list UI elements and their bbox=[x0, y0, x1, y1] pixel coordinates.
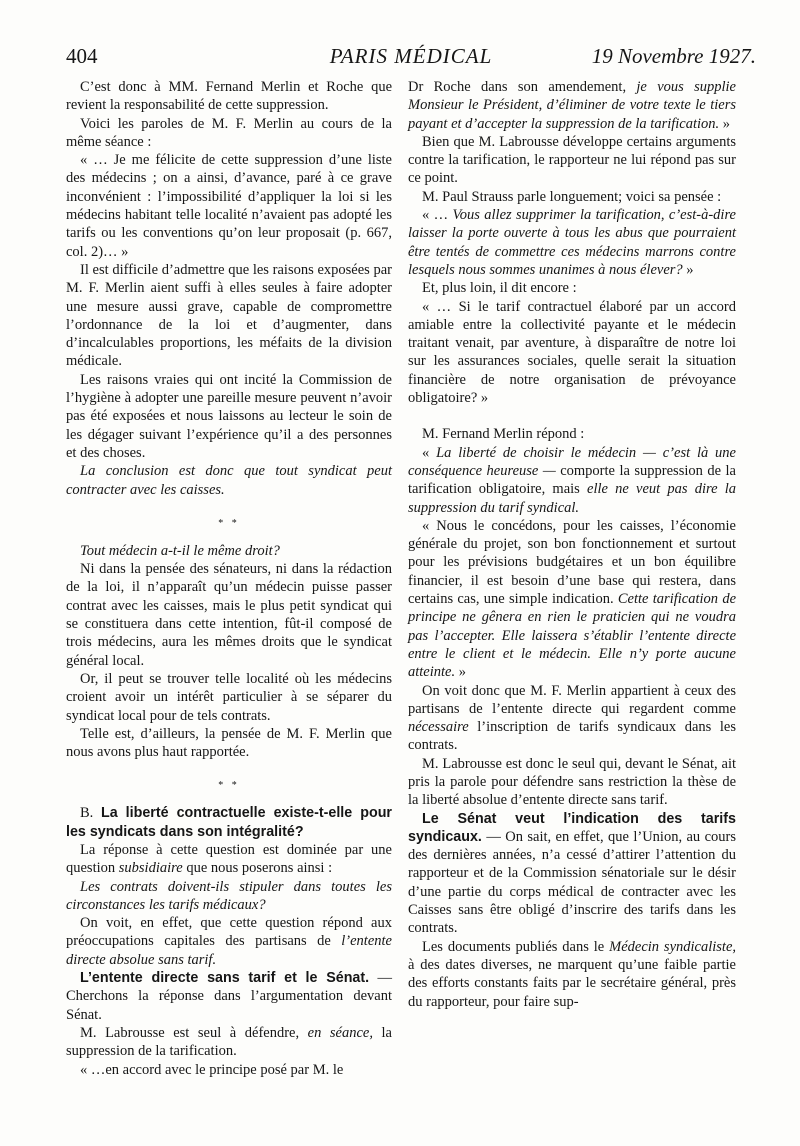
italic-run: La liberté de choisir le médecin — c’est là une conséquence heureuse — bbox=[408, 444, 736, 479]
text-run: On voit donc que M. F. Merlin appartient à ceux des partisans de l’entente directe qui regardent comme bbox=[408, 682, 736, 717]
paragraph: Et, plus loin, il dit encore : bbox=[422, 280, 577, 297]
spacer bbox=[408, 407, 736, 425]
section-divider-asterism: * * bbox=[218, 780, 240, 792]
text-run: à des dates diverses, ne marquent qu’une faible partie des efforts constants faits par le secrétaire général, près du rapporteur, pour faire sup- bbox=[408, 956, 736, 1010]
text-run: — On sait, en effet, que l’Union, au cours des dernières années, n’a cessé d’attirer l’attention du rapporteur et de la Commission sénatoriale sur le désir d’une partie du corps médical de contracter avec les Caisses sans être obligé d’inscrire des tarifs dans les contrats. bbox=[408, 828, 736, 937]
paragraph: M. Fernand Merlin répond : bbox=[422, 426, 585, 443]
text-run: — Cherchons la réponse dans l’argumentation devant Sénat. bbox=[66, 970, 392, 1023]
paragraph: Il est difficile d’admettre que les raisons exposées par M. F. Merlin aient suffi à elles seules à faire adopter une mesure aussi grave, capable de compromettre l’ordonnance de la loi et d’augmenter, dans d’incalculables proportions, les méfaits de la division médicale. bbox=[66, 261, 392, 370]
paragraph: Or, il peut se trouver telle localité où les médecins croient avoir un intérêt particulier à se séparer du syndicat local pour de tels contrats. bbox=[66, 670, 392, 724]
section-heading bbox=[66, 804, 392, 841]
quotation: « … Si le tarif contractuel élaboré par un accord amiable entre la collectivité payante et le médecin traitant venait, par aventure, à disparaître de notre loi sur les assurances sociales, quelle serait la situation financière de notre organisation de prévoyance obligatoire? » bbox=[408, 298, 736, 407]
italic-run: je vous supplie Monsieur le Président, d’éliminer de votre texte le tiers payant et d’accepter la suppression de la tarification. bbox=[408, 79, 736, 132]
section-divider-asterism: * * bbox=[218, 517, 240, 529]
quotation bbox=[408, 444, 736, 517]
italic-run: elle ne veut pas dire la suppression du tarif syndical. bbox=[408, 481, 736, 516]
quotation bbox=[408, 78, 736, 133]
text-run: « bbox=[422, 444, 437, 461]
text-run: » bbox=[719, 115, 731, 132]
paragraph: Bien que M. Labrousse développe certains arguments contre la tarification, le rapporteur ne lui répond pas sur ce point. bbox=[408, 133, 736, 187]
text-run: « … bbox=[422, 207, 453, 224]
issue-date: 19 Novembre 1927. bbox=[591, 44, 756, 68]
text-run: Dr Roche dans son amendement, bbox=[408, 79, 637, 95]
text-run: comporte la suppression de la tarification obligatoire, mais bbox=[408, 462, 736, 498]
subheading: L’entente directe sans tarif et le Sénat. bbox=[80, 970, 370, 987]
italic-run: nécessaire bbox=[408, 719, 469, 736]
quotation: « … Je me félicite de cette suppression d’une liste des médecins ; on a ainsi, d’avance, paré à ce grave inconvénient : l’impossibilité d’appliquer la loi si les médecins habitant telle localité n’avaient pas adopté les tarifs ou les conventions qu’on leur proposait (p. 667, col. 2)… » bbox=[66, 152, 392, 260]
subheading: Le Sénat veut l’indication des tarifs syndicaux. bbox=[408, 810, 736, 845]
text-run: « Nous le concédons, pour les caisses, l’économie générale du projet, son bon fonctionnement et surtout pour les prévisions budgétaires et un bon équilibre financier, il est besoin d’une base qui restera, dans certains cas, une simple indication. bbox=[408, 517, 736, 608]
text-run: M. Labrousse est seul à défendre, bbox=[80, 1024, 308, 1041]
paragraph bbox=[66, 969, 392, 1024]
italic-run: subsidiaire bbox=[118, 860, 183, 877]
italic-run: en séance, bbox=[307, 1024, 373, 1041]
section-question: Tout médecin a-t-il le même droit? bbox=[80, 542, 280, 559]
paragraph: Ni dans la pensée des sénateurs, ni dans la rédaction de la loi, il n’apparaît qu’un médecin puisse passer contrat avec les caisses, mais le plus petit syndicat qui se constituera dans cette intention, fût-il composé de trois médecins, aura les mêmes droits que le syndicat général local. bbox=[66, 561, 392, 669]
text-run: que nous poserons ainsi : bbox=[182, 860, 333, 877]
right-column bbox=[408, 78, 736, 1011]
quotation: « …en accord avec le principe posé par M. le bbox=[80, 1061, 344, 1078]
paragraph: M. Paul Strauss parle longuement; voici sa pensée : bbox=[422, 188, 722, 205]
italic-run: Vous allez supprimer la tarification, c’est-à-dire laisser la porte ouverte à tous les abus que pourraient être tentés de commettre ces médecins marrons contre lesquels nous sommes unanimes à nous élever? bbox=[408, 207, 736, 278]
quotation bbox=[408, 206, 736, 279]
page-number: 404 bbox=[66, 44, 98, 68]
conclusion: La conclusion est donc que tout syndicat peut contracter avec les caisses. bbox=[66, 463, 392, 498]
running-header bbox=[66, 42, 756, 70]
text-run: La réponse à cette question est dominée par une question bbox=[66, 841, 392, 877]
text-run: l’inscription de tarifs syndicaux dans les contrats. bbox=[408, 719, 736, 754]
quotation bbox=[408, 517, 736, 682]
paragraph bbox=[66, 841, 392, 878]
paragraph: Voici les paroles de M. F. Merlin au cours de la même séance : bbox=[66, 115, 392, 150]
text-run: On voit, en effet, que cette question répond aux préoccupations capitales des partisans de bbox=[66, 915, 392, 950]
paragraph bbox=[408, 810, 736, 938]
paragraph: Telle est, d’ailleurs, la pensée de M. F. Merlin que nous avons plus haut rapportée. bbox=[66, 725, 392, 761]
paragraph: Les raisons vraies qui ont incité la Commission de l’hygiène à adopter une pareille mesure peuvent n’avoir pas été exposées et nous laissons au lecteur le soin de les dégager suivant l’expérience qu’il a des personnes et des choses. bbox=[66, 371, 392, 461]
journal-title: PARIS MÉDICAL bbox=[329, 44, 493, 68]
question: Les contrats doivent-ils stipuler dans toutes les circonstances les tarifs médicaux? bbox=[66, 878, 392, 913]
paragraph: M. Labrousse est donc le seul qui, devant le Sénat, ait pris la parole pour défendre sans restriction la thèse de la liberté absolue d’entente directe sans tarif. bbox=[408, 755, 736, 809]
italic-run: Cette tarification de principe ne gênera en rien le praticien qui ne voudra pas l’accepter. Elle laissera s’établir l’entente directe entre le client et le médecin. Elle n’y porte aucune atteinte. bbox=[408, 591, 737, 681]
italic-run: l’entente directe absolue sans tarif. bbox=[66, 933, 392, 968]
text-run: » bbox=[455, 664, 466, 681]
section-title: La liberté contractuelle existe-t-elle pour les syndicats dans son intégralité? bbox=[66, 805, 393, 840]
paragraph bbox=[408, 682, 736, 755]
text-run: Les documents publiés dans le bbox=[422, 938, 610, 955]
paragraph: C’est donc à MM. Fernand Merlin et Roche que revient la responsabilité de cette suppression. bbox=[66, 79, 392, 114]
paragraph bbox=[408, 938, 736, 1011]
left-column bbox=[66, 78, 392, 1079]
text-run: » bbox=[682, 261, 694, 278]
section-letter: B. bbox=[80, 805, 94, 822]
paragraph bbox=[66, 914, 392, 969]
paragraph bbox=[66, 1024, 392, 1061]
text-run: la suppression de la tarification. bbox=[66, 1024, 392, 1060]
italic-run: Médecin syndicaliste, bbox=[609, 938, 737, 955]
